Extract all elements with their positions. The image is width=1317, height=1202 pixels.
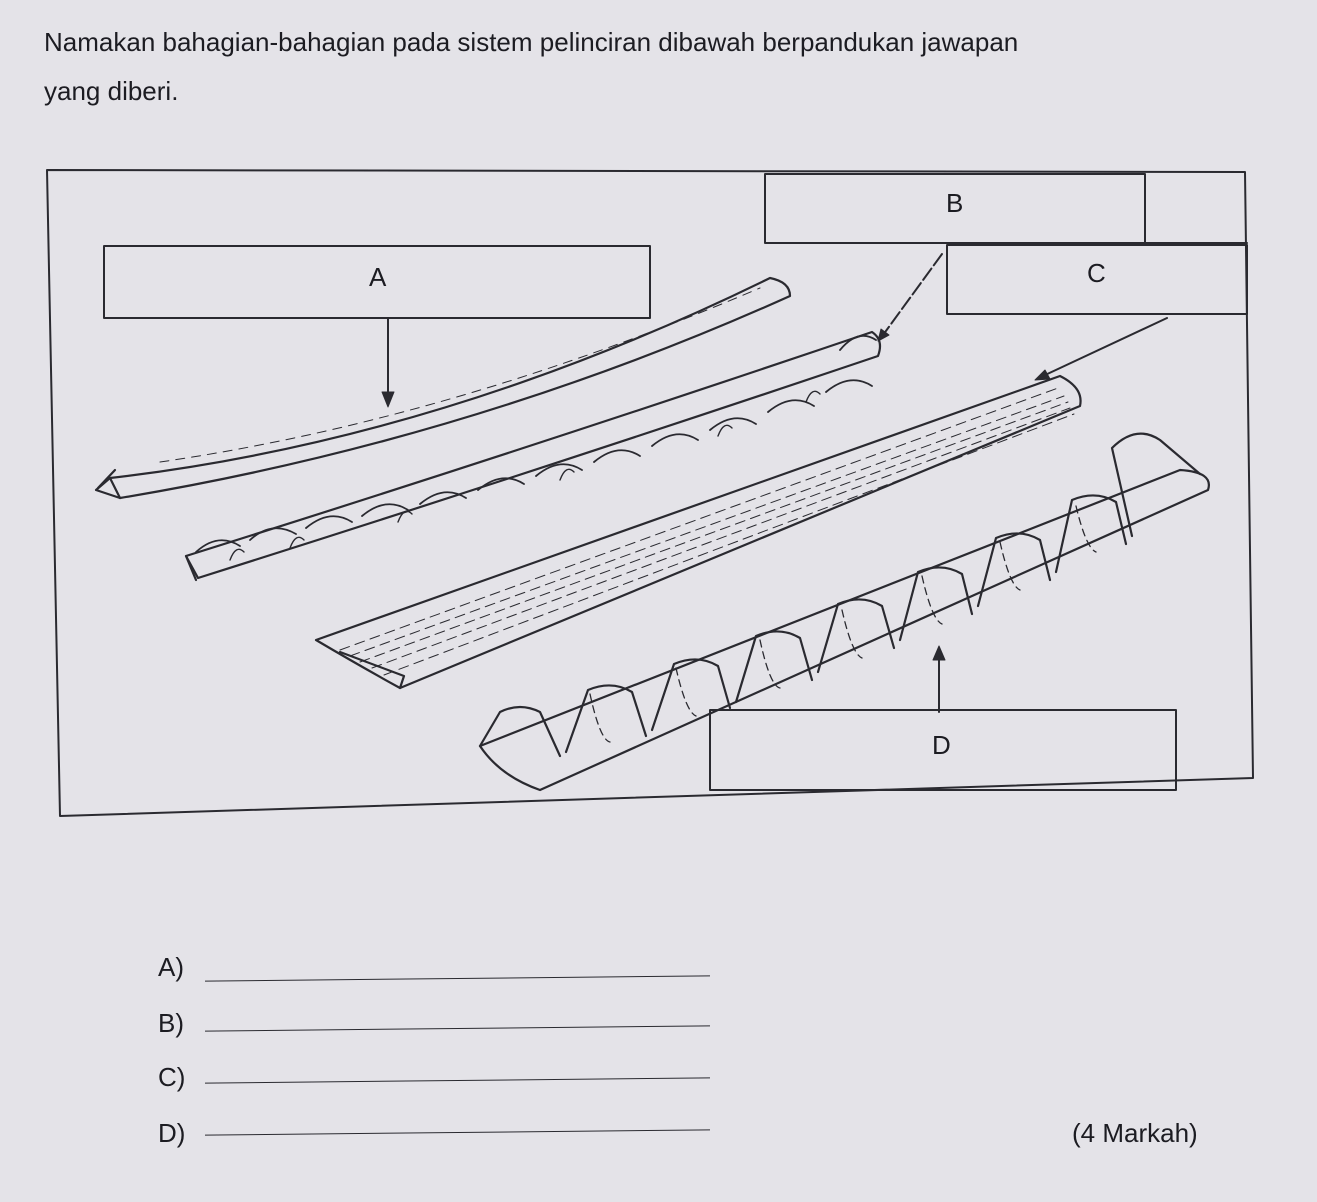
label-b: B (946, 188, 964, 218)
pointer-b (883, 254, 942, 335)
part-b-toothed-bar (186, 332, 880, 580)
part-a-bar (96, 278, 790, 498)
marks-label: (4 Markah) (1072, 1118, 1198, 1148)
question-line-1: Namakan bahagian-bahagian pada sistem pelinciran dibawah berpandukan jawapan (44, 27, 1019, 57)
part-d-castellated-bar (480, 434, 1209, 790)
part-c-grooved-strip (316, 376, 1081, 688)
label-d: D (932, 730, 951, 760)
pointer-c (1043, 318, 1167, 376)
answer-letter-d: D) (158, 1118, 186, 1148)
answer-letter-c: C) (158, 1062, 186, 1092)
label-c: C (1087, 258, 1106, 288)
question-line-2: yang diberi. (44, 76, 179, 106)
label-a: A (369, 262, 387, 292)
answer-letter-b: B) (158, 1008, 184, 1038)
answer-letter-a: A) (158, 952, 184, 982)
